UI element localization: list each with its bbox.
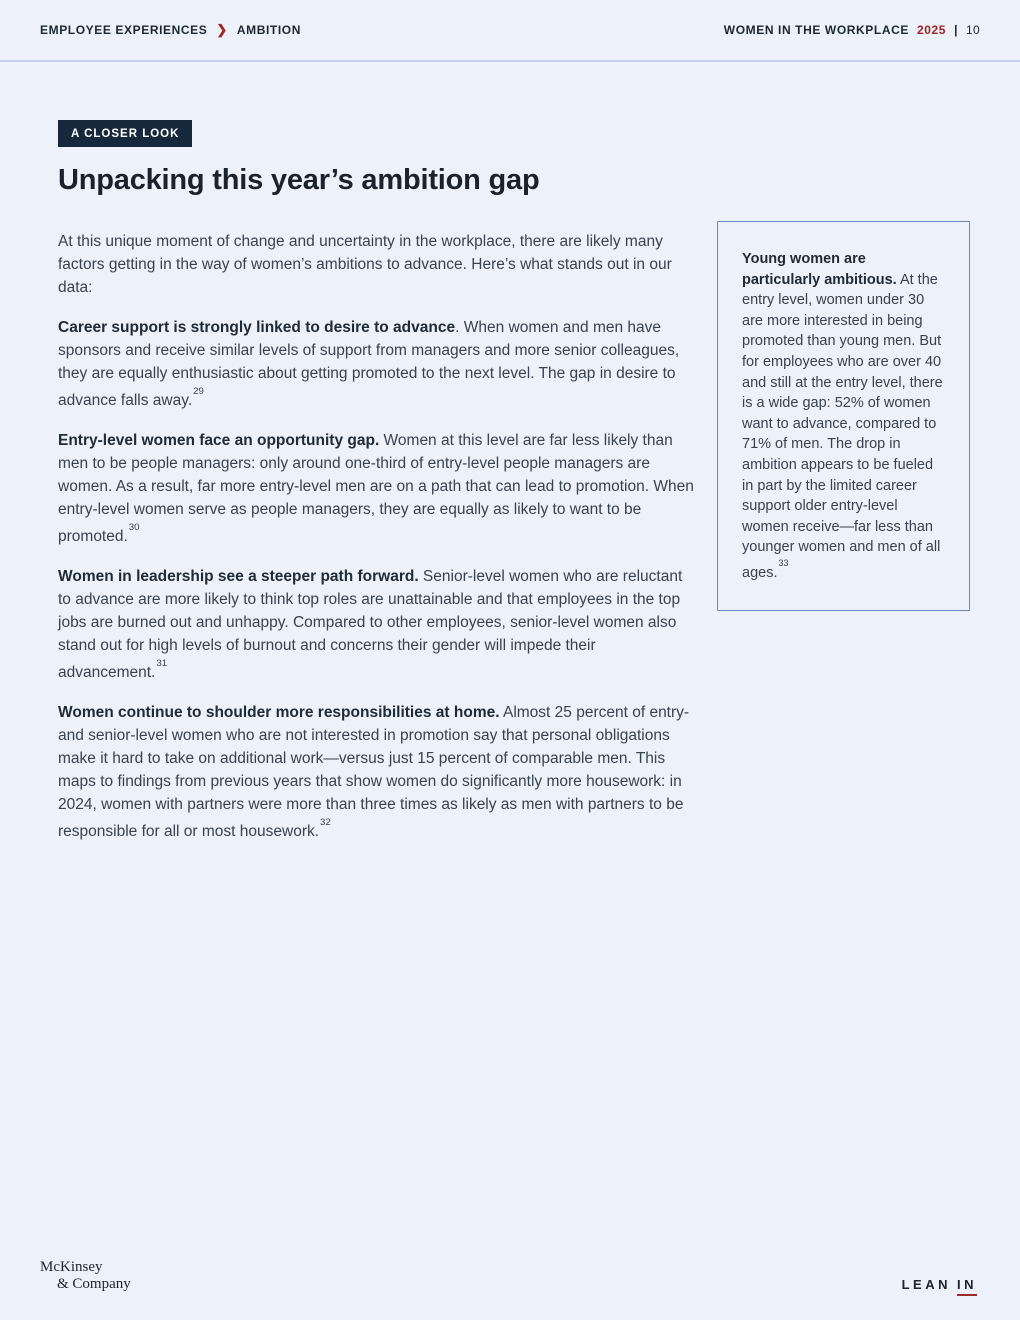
paragraph-text: Almost 25 percent of entry- and senior-level women who are not interested in promotion say that personal obligations make it hard to take on additional work—versus just 15 percent of comparable men. This maps to findings from previous years that show women do significantly more housework: in 2024, women with partners were more than three times as likely as men with partners to be responsible for all or most housework.: [58, 704, 690, 841]
header-report-info: [724, 23, 980, 37]
paragraph-text: Women at this level are far less likely than men to be people managers: only around one-third of entry-level people managers are women. As a result, far more entry-level men are on a path that can lead to promotion. When entry-level women serve as people managers, they are equally as likely to want to be promoted.: [58, 432, 694, 546]
chevron-right-icon: ❯: [216, 21, 228, 37]
paragraph-home-responsibilities: [58, 701, 694, 843]
leanin-logo-word1: LEAN: [901, 1277, 951, 1292]
paragraph-lead: Entry-level women face an opportunity gap.: [58, 432, 380, 450]
breadcrumb-section: EMPLOYEE EXPERIENCES: [40, 23, 208, 37]
paragraph-entry-level: [58, 429, 694, 548]
mckinsey-logo-line1: McKinsey: [40, 1259, 103, 1275]
report-year: 2025: [916, 23, 947, 37]
header-separator: |: [954, 23, 959, 37]
intro-paragraph: At this unique moment of change and uncertainty in the workplace, there are likely many factors getting in the way of women’s ambitions to advance. Here’s what stands out in our data:: [58, 233, 672, 296]
report-title: WOMEN IN THE WORKPLACE: [723, 23, 909, 37]
paragraph-lead: Career support is strongly linked to desire to advance: [58, 319, 456, 336]
footnote-ref: 31: [156, 658, 168, 670]
callout-lead: Young women are particularly ambitious.: [742, 251, 897, 288]
footnote-ref: 29: [193, 386, 204, 397]
body-copy: [58, 230, 694, 844]
paragraph-career-support: [58, 316, 694, 412]
footnote-ref: 33: [778, 557, 789, 568]
paragraph-lead: Women in leadership see a steeper path forward.: [58, 568, 419, 586]
mckinsey-logo-line2: & Company: [57, 1276, 131, 1292]
paragraph-text: Senior-level women who are reluctant to advance are more likely to think top roles are unattainable and that employees in the top jobs are burned out and unhappy. Compared to other employees, senior-level women also stand out for high levels of burnout and concerns their gender will impede their advancement.: [58, 568, 683, 682]
leanin-logo-word2: IN: [957, 1277, 977, 1296]
paragraph-leadership: [58, 565, 694, 684]
callout-text: At the entry level, women under 30 are more interested in being promoted than young men. But for employees who are over 40 and still at the entry level, there is a wide gap: 52% of women want to advance, compared to 71% of men. The drop in ambition appears to be fueled in part by the limited career support older entry-level women receive—far less than younger women and men of all ages.: [742, 271, 943, 581]
paragraph-text: . When women and men have sponsors and receive similar levels of support from managers and more senior colleagues, they are equally enthusiastic about getting promoted to the next level. The gap in desire to advance falls away.: [58, 319, 680, 410]
leanin-logo: [902, 1277, 977, 1292]
paragraph-lead: Women continue to shoulder more responsibilities at home.: [58, 704, 500, 722]
mckinsey-logo: [40, 1259, 131, 1293]
eyebrow-badge: A CLOSER LOOK: [58, 120, 192, 147]
callout-box: [717, 221, 970, 611]
page-header: [0, 0, 1020, 62]
footnote-ref: 30: [128, 522, 140, 534]
footnote-ref: 32: [320, 817, 331, 829]
breadcrumb: [40, 23, 301, 37]
page-number: 10: [966, 23, 980, 37]
page-title: Unpacking this year’s ambition gap: [58, 164, 540, 196]
breadcrumb-topic: AMBITION: [236, 23, 302, 37]
main-column: [58, 120, 694, 844]
